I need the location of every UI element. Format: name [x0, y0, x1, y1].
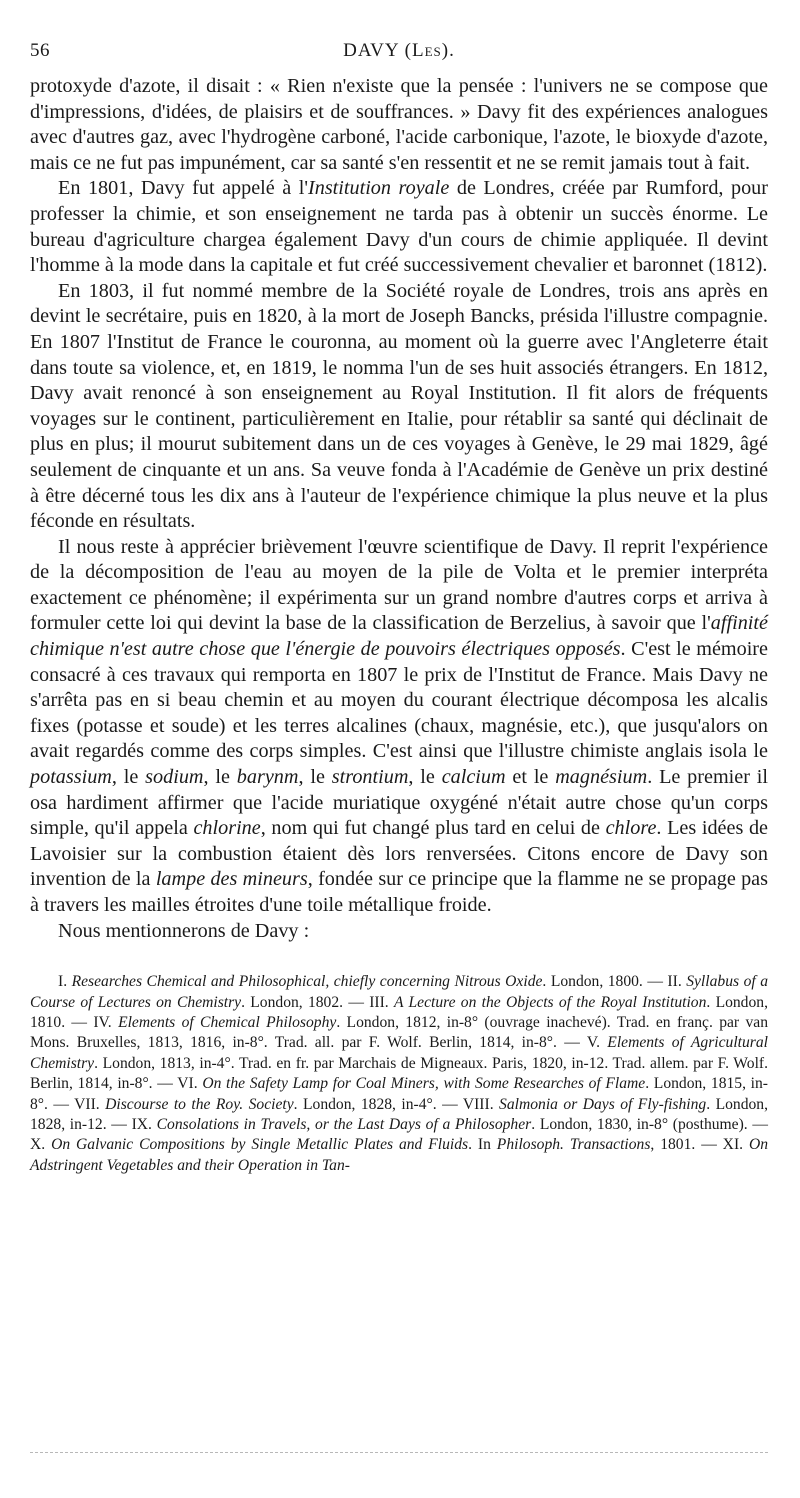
- text-run: , le: [111, 766, 146, 789]
- italic-text: On the Safety Lamp for Coal Miners, with Some Researches of Flame: [202, 1075, 646, 1093]
- bibliography: [30, 972, 768, 1176]
- text-run: Il nous reste à apprécier brièvement l'œuvre scientifique de Davy. Il reprit l'expérience de la décomposition de l'eau au moyen de la pile de Volta et le premier interpréta exactement ce phénomène; il expérimenta sur un grand nombre d'autres corps et arriva à formuler cette loi qui devint la base de la classification de Berzelius, à savoir que l': [30, 535, 768, 635]
- bottom-rule: [30, 1452, 768, 1453]
- text-run: . London, 1800. — II.: [542, 973, 687, 991]
- text-run: En 1801, Davy fut appelé à l': [58, 177, 308, 200]
- text-run: . London, 1815, in-8°. — VII.: [30, 1075, 768, 1113]
- italic-text: A Lecture on the Objects of the Royal Institution: [393, 993, 707, 1011]
- text-run: . In: [468, 1136, 497, 1154]
- italic-text: Consolations in Travels, or the Last Days of a Philosopher: [156, 1116, 532, 1134]
- text-run: de Londres, créée par Rumford, pour professer la chimie, et son enseignement ne tarda pas à obtenir un succès énorme. Le bureau d'agriculture chargea également Davy d'un cours de chimie appliquée. Il devint l'homme à la mode dans la capitale et fut créé successivement chevalier et baronnet (1812).: [30, 177, 768, 277]
- text-run: . London, 1802. — III.: [241, 993, 394, 1011]
- italic-text: On Adstringent Vegetables and their Operation in Tan-: [30, 1136, 768, 1174]
- text-run: , le: [298, 766, 332, 789]
- running-head-main: DAVY (: [343, 40, 412, 61]
- page-number: 56: [30, 40, 50, 61]
- text-run: . London, 1812, in-8° (ouvrage inachevé). Trad. en franç. par van Mons. Bruxelles, 1813, 1816, in-8°. Trad. all. par F. Wolf. Berlin, 1814, in-8°. — V.: [30, 1014, 768, 1052]
- text-run: , fondée sur ce principe que la flamme ne se propage pas à travers les mailles étroites d'une toile métallique froide.: [30, 868, 768, 916]
- text-run: . London, 1828, in-4°. — VIII.: [293, 1095, 500, 1113]
- paragraph: [30, 535, 768, 919]
- italic-text: magnésium: [555, 766, 648, 789]
- closing-line: Nous mentionnerons de Davy :: [58, 919, 310, 942]
- italic-text: Salmonia or Days of Fly-fishing: [499, 1095, 707, 1113]
- article-body: [30, 74, 768, 944]
- text-run: , le: [408, 766, 442, 789]
- text-run: et le: [505, 766, 556, 789]
- italic-text: lampe des mineurs: [155, 868, 308, 891]
- italic-text: sodium: [145, 766, 204, 789]
- italic-text: Philosoph. Transactions: [496, 1136, 651, 1154]
- text-run: I.: [58, 973, 72, 991]
- italic-text: affinité chimique n'est autre chose que l'énergie de pouvoirs électriques opposés: [30, 612, 768, 661]
- bibliography-text: [30, 972, 768, 1176]
- italic-text: Elements of Chemical Philosophy: [118, 1014, 337, 1031]
- text-run: . C'est le mémoire consacré à ces travaux qui remporta en 1807 le prix de l'Institut de France. Mais Davy ne s'arrêta pas en si beau chemin et au moyen du courant électrique décomposa les alcalis fixes (potasse et soude) et les terres alcalines (chaux, magnésie, etc.), que jusqu'alors on avait regardés comme des corps simples. C'est ainsi que l'illustre chimiste anglais isola le: [30, 638, 768, 763]
- italic-text: barynm: [236, 766, 299, 789]
- text-run: , le: [203, 766, 237, 789]
- text-run: . London, 1813, in-4°. Trad. en fr. par Marchais de Migneaux. Paris, 1820, in-12. Trad. allem. par F. Wolf. Berlin, 1814, in-8°. — VI.: [30, 1054, 768, 1093]
- italic-text: Elements of Agricultural Chemistry: [30, 1034, 769, 1072]
- italic-text: strontium: [331, 766, 409, 789]
- italic-text: On Galvanic Compositions by Single Metallic Plates and Fluids: [51, 1136, 469, 1154]
- italic-text: Researches Chemical and Philosophical, chiefly concerning Nitrous Oxide: [71, 973, 543, 991]
- running-head: [30, 40, 768, 62]
- text-run: , nom qui fut changé plus tard en celui de: [260, 817, 606, 840]
- paragraph: [30, 74, 768, 176]
- italic-text: chlore: [605, 817, 657, 840]
- text-run: . Le premier il osa hardiment affirmer que l'acide muriatique oxygéné n'était autre chose qu'un corps simple, qu'il appela: [30, 766, 768, 840]
- italic-text: potassium: [30, 766, 112, 789]
- italic-text: calcium: [441, 766, 506, 789]
- text-run: , 1801. — XI.: [650, 1136, 749, 1154]
- italic-text: chlorine: [193, 817, 261, 840]
- paragraph: [30, 279, 768, 535]
- text-run: . Les idées de Lavoisier sur la combustion étaient dès lors renversées. Citons encore de Davy son invention de la: [30, 817, 768, 891]
- italic-text: Discourse to the Roy. Society: [105, 1095, 294, 1113]
- text-run: . London, 1828, in-12. — IX.: [30, 1095, 768, 1134]
- text-run: En 1803, il fut nommé membre de la Société royale de Londres, trois ans après en devint le secrétaire, puis en 1820, à la mort de Joseph Bancks, présida l'illustre compagnie. En 1807 l'Institut de France le couronna, au moment où la guerre avec l'Angleterre était dans toute sa violence, et, en 1819, le nomma l'un de ses huit associés étrangers. En 1812, Davy avait renoncé à son enseignement au Royal Institution. Il fit alors de fréquents voyages sur le continent, particulièrement en Italie, pour rétablir sa santé qui déclinait de plus en plus; il mourut subitement dans un de ces voyages à Genève, le 29 mai 1829, âgé seulement de cinquante et un ans. Sa veuve fonda à l'Académie de Genève un prix destiné à être décerné tous les dix ans à l'auteur de l'expérience chimique la plus neuve et la plus féconde en résultats.: [30, 279, 768, 533]
- text-run: . London, 1810. — IV.: [30, 993, 768, 1031]
- paragraph: [30, 176, 768, 278]
- page-header: [30, 38, 768, 72]
- running-head-small-caps: Les: [411, 40, 442, 61]
- italic-text: Syllabus of a Course of Lectures on Chemistry: [30, 973, 768, 1011]
- running-head-end: ).: [441, 40, 455, 61]
- italic-text: Institution royale: [308, 177, 450, 200]
- text-run: protoxyde d'azote, il disait : « Rien n'existe que la pensée : l'univers ne se compose que d'impressions, d'idées, de plaisirs et de souffrances. » Davy fit des expériences analogues avec d'autres gaz, avec l'hydrogène carboné, l'acide carbonique, l'azote, le bioxyde d'azote, mais ce ne fut pas impunément, car sa santé s'en ressentit et ne se remit jamais tout à fait.: [30, 75, 768, 174]
- text-run: . London, 1830, in-8° (posthume). — X.: [30, 1116, 768, 1154]
